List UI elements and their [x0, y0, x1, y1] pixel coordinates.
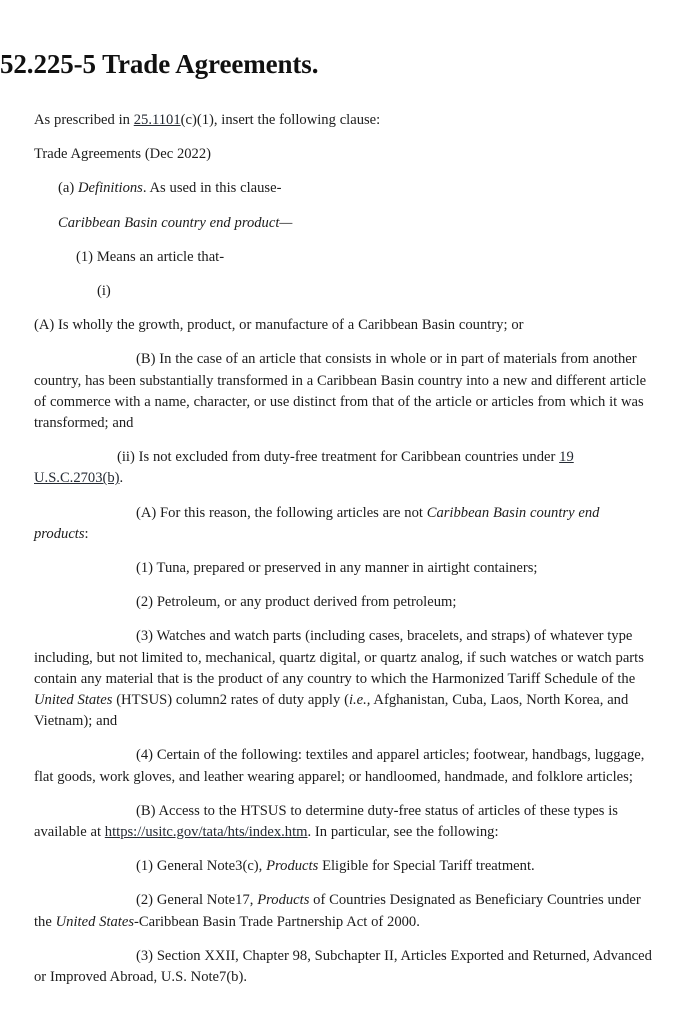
paragraph-item-b-transformed	[34, 349, 655, 434]
paragraph-note-2-general-note-17	[34, 890, 655, 932]
paragraph-exclusion-1-tuna	[34, 558, 655, 579]
note-2-suffix-text: -Caribbean Basin Trade Partnership Act of 2000.	[134, 913, 420, 930]
access-b-suffix-text: . In particular, see the following:	[307, 824, 499, 841]
definitions-italic-term: Definitions	[78, 180, 143, 197]
document-body	[34, 110, 655, 1001]
paragraph-access-b-htsus	[34, 801, 655, 843]
exclusion-3-part1-text: (3) Watches and watch parts (including cases, bracelets, and straps) of whatever type including, but not limited to, mechanical, quartz digital, or quartz analog, if such watches or watch parts contain any material that is the product of any country to which the Harmonized Tariff Schedule of the	[34, 628, 644, 687]
paragraph-definitions	[34, 178, 655, 199]
definitions-rest-text: . As used in this clause-	[142, 180, 282, 197]
exclusion-4-text: (4) Certain of the following: textiles and apparel articles; footwear, handbags, luggage, flat goods, work gloves, and leather wearing apparel; or handloomed, handmade, and folklore articles;	[34, 747, 645, 785]
item-a-reason-italic-term: Caribbean Basin country end products	[34, 504, 600, 542]
means-article-text: (1) Means an article that-	[76, 248, 225, 265]
note-1-italic-products: Products	[266, 858, 319, 875]
paragraph-means-an-article	[34, 247, 655, 268]
paragraph-item-a-growth	[34, 315, 655, 336]
note-2-italic-products: Products	[257, 892, 310, 909]
paragraph-roman-i	[34, 281, 655, 302]
term-italic-text: Caribbean Basin country end product—	[58, 214, 293, 231]
paragraph-exclusion-2-petroleum	[34, 592, 655, 613]
note-2-italic-united-states: United States	[55, 913, 135, 930]
exclusion-3-italic-united-states: United States	[34, 692, 113, 709]
prescribed-suffix-text: (c)(1), insert the following clause:	[180, 112, 381, 128]
item-a-reason-prefix-text: (A) For this reason, the following articles are not	[136, 504, 427, 521]
note-2-mid-text: of Countries Designated as Beneficiary Countries under the	[34, 892, 641, 930]
paragraph-exclusion-3-watches	[34, 626, 655, 732]
paragraph-item-ii-not-excluded	[34, 447, 655, 489]
paragraph-item-a-for-this-reason	[34, 503, 655, 545]
note-3-text: (3) Section XXII, Chapter 98, Subchapter II, Articles Exported and Returned, Advanced or Improved Abroad, U.S. Note7(b).	[34, 947, 652, 986]
item-a-reason-suffix-text: :	[84, 525, 89, 542]
usitc-hts-index-link[interactable]: https://usitc.gov/tata/hts/index.htm	[104, 824, 308, 841]
item-ii-prefix-text: (ii) Is not excluded from duty-free treatment for Caribbean countries under	[117, 449, 560, 466]
item-a-growth-text: (A) Is wholly the growth, product, or manufacture of a Caribbean Basin country; or	[34, 317, 524, 334]
note-1-suffix-text: Eligible for Special Tariff treatment.	[318, 858, 535, 875]
paragraph-term-caribbean-basin-country-end-product	[34, 213, 655, 234]
clause-heading-text: Trade Agreements (Dec 2022)	[34, 146, 212, 163]
note-2-prefix-text: (2) General Note17,	[136, 892, 258, 909]
roman-i-text: (i)	[97, 283, 111, 300]
far-25-1101-link[interactable]: 25.1101	[133, 112, 181, 128]
exclusion-3-part2-text: (HTSUS) column2 rates of duty apply (	[112, 692, 349, 709]
page-title: 52.225-5 Trade Agreements.	[0, 49, 319, 79]
paragraph-prescribed-in	[34, 110, 655, 131]
item-b-transformed-text: (B) In the case of an article that consists in whole or in part of materials from another country, has been substantially transformed in a Caribbean Basin country into a new and different article of commerce with a name, character, or use distinct from that of the article or articles from which it was transformed; and	[34, 351, 647, 432]
exclusion-3-part3-text: Afghanistan, Cuba, Laos, North Korea, and Vietnam); and	[34, 692, 629, 730]
exclusion-3-italic-ie: i.e.,	[348, 692, 371, 709]
paragraph-clause-heading	[34, 144, 655, 165]
usc-2703b-link[interactable]: 19 U.S.C.2703(b)	[34, 449, 574, 487]
paragraph-note-3-section-xxii	[34, 946, 655, 988]
paragraph-exclusion-4-textiles	[34, 745, 655, 787]
prescribed-prefix-text: As prescribed in	[34, 112, 134, 128]
access-b-prefix-text: (B) Access to the HTSUS to determine duty-free status of articles of these types is available at	[34, 802, 618, 841]
item-ii-suffix-text: .	[119, 470, 124, 487]
exclusion-1-text: (1) Tuna, prepared or preserved in any manner in airtight containers;	[136, 560, 538, 577]
note-1-prefix-text: (1) General Note3(c),	[136, 858, 267, 875]
exclusion-2-text: (2) Petroleum, or any product derived from petroleum;	[136, 594, 457, 611]
paragraph-note-1-general-note-3c	[34, 856, 655, 877]
definitions-marker-text: (a)	[58, 180, 78, 197]
